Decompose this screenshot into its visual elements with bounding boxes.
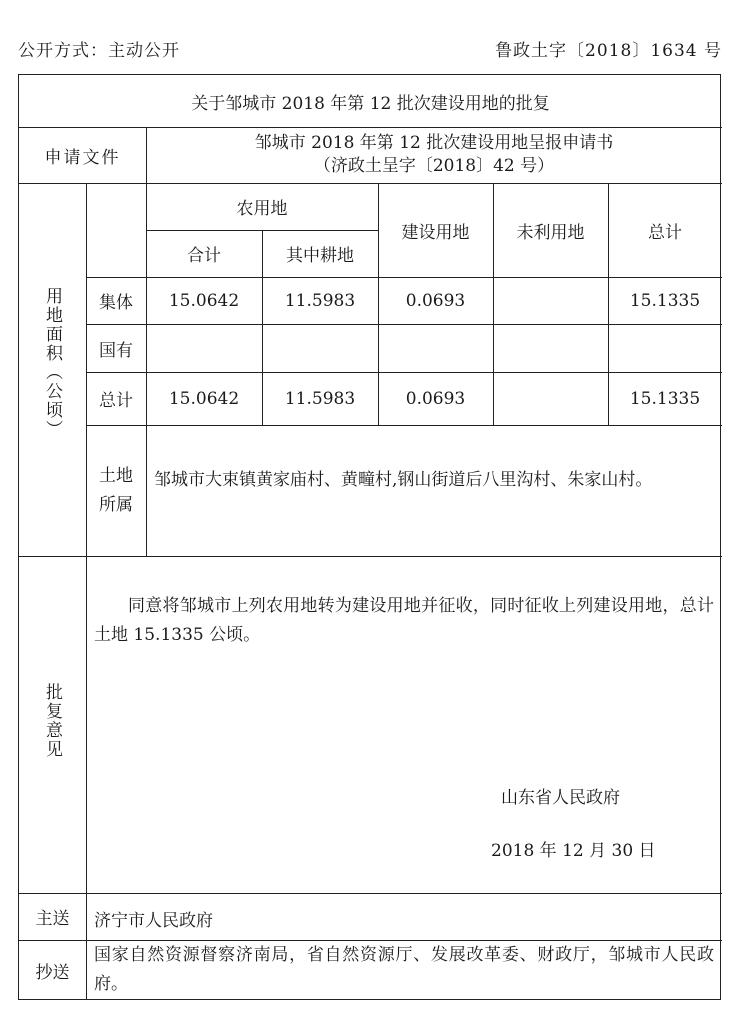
main-recipient-label: 主送 <box>35 909 70 929</box>
land-area-label: 用地面积（公顷） <box>42 287 62 439</box>
approval-text: 同意将邹城市上列农用地转为建设用地并征收，同时征收上列建设用地，总计土地 15.1335 公顷。 <box>94 596 714 645</box>
cell-value <box>608 324 722 372</box>
rule <box>19 893 722 894</box>
row-label-total: 总计 <box>99 391 133 411</box>
cell-value: 15.0642 <box>168 388 240 409</box>
cell-value: 15.0642 <box>168 290 240 311</box>
ownership-label-line1: 土地 <box>99 465 133 486</box>
land-ownership-text: 邹城市大束镇黄家庙村、黄疃村,钢山街道后八里沟村、朱家山村。 <box>154 470 653 490</box>
cell-value <box>493 277 608 324</box>
approval-date: 2018 年 12 月 30 日 <box>491 841 656 861</box>
cell-value <box>493 324 608 372</box>
application-title: 邹城市 2018 年第 12 批次建设用地呈报申请书 <box>254 133 614 153</box>
rule <box>86 425 722 426</box>
cell-value <box>262 324 378 372</box>
application-label: 申请文件 <box>44 147 121 168</box>
header-farmland: 农用地 <box>236 199 288 219</box>
ownership-label-line2: 所属 <box>99 494 133 515</box>
document-title: 关于邹城市 2018 年第 12 批次建设用地的批复 <box>191 93 550 114</box>
cell-value <box>493 372 608 425</box>
issuer: 山东省人民政府 <box>501 788 620 808</box>
cc-label: 抄送 <box>35 962 70 983</box>
header-unused: 未利用地 <box>516 222 585 243</box>
approval-label: 批复意见 <box>42 683 62 759</box>
rule <box>19 556 722 557</box>
row-label-state: 国有 <box>99 340 133 361</box>
cell-value: 15.1335 <box>629 290 701 311</box>
document-number: 鲁政土字〔2018〕1634 号 <box>495 41 722 61</box>
header-total: 总计 <box>648 222 682 243</box>
cell-value <box>146 324 262 372</box>
cell-value: 15.1335 <box>629 388 701 409</box>
approval-form-table <box>18 74 721 1000</box>
header-arable: 其中耕地 <box>286 246 354 266</box>
cell-value: 11.5983 <box>284 290 356 311</box>
header-subtotal: 合计 <box>187 246 221 266</box>
application-ref: （济政土呈字〔2018〕42 号） <box>313 156 555 176</box>
cell-value: 0.0693 <box>405 388 466 409</box>
cell-value: 0.0693 <box>405 290 466 311</box>
rule <box>86 556 87 1000</box>
disclosure-method: 公开方式：主动公开 <box>18 41 180 61</box>
cc-recipients: 国家自然资源督察济南局，省自然资源厅、发展改革委、财政厅，邹城市人民政府。 <box>94 945 714 994</box>
cell-value: 11.5983 <box>284 388 356 409</box>
main-recipient: 济宁市人民政府 <box>94 911 213 931</box>
row-label-collective: 集体 <box>99 293 133 313</box>
cell-value <box>378 324 493 372</box>
header-construction: 建设用地 <box>401 222 470 243</box>
